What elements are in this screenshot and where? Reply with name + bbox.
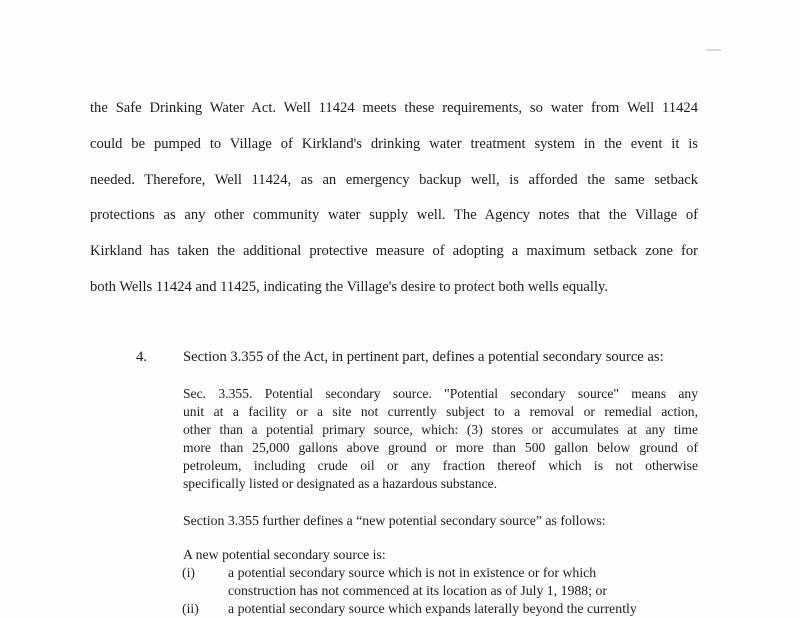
sub-item-line: a potential secondary source which is not in existence or for which bbox=[228, 565, 597, 580]
new-source-intro: A new potential secondary source is: bbox=[183, 547, 386, 562]
paragraph-line: protections as any other community water supply well. The Agency notes that the Village of bbox=[90, 207, 698, 223]
quote-line: more than 25,000 gallons above ground or more than 500 gallon below ground of bbox=[183, 440, 698, 455]
item-heading: Section 3.355 of the Act, in pertinent part, defines a potential secondary source as: bbox=[183, 349, 664, 365]
quote-line: specifically listed or designated as a hazardous substance. bbox=[183, 476, 498, 491]
paragraph-line: could be pumped to Village of Kirkland's drinking water treatment system in the event it is bbox=[90, 136, 698, 152]
quote-line: Sec. 3.355. Potential secondary source. "Potential secondary source" means any bbox=[183, 386, 698, 401]
paragraph-line: both Wells 11424 and 11425, indicating the Village's desire to protect both wells equally. bbox=[90, 279, 609, 295]
sub-item-line: a potential secondary source which expands laterally beyond the currently bbox=[228, 601, 637, 616]
sub-item-number: (ii) bbox=[182, 601, 199, 616]
quote-line: petroleum, including crude oil or any fraction thereof which is not otherwise bbox=[183, 458, 698, 473]
sub-item-line: construction has not commenced at its location as of July 1, 1988; or bbox=[228, 583, 607, 598]
paragraph-line: the Safe Drinking Water Act. Well 11424 meets these requirements, so water from Well 11424 bbox=[90, 100, 698, 116]
quote-line: unit at a facility or a site not currently subject to a removal or remedial action, bbox=[183, 404, 698, 419]
further-definition-text: Section 3.355 further defines a “new potential secondary source” as follows: bbox=[183, 513, 606, 528]
sub-item-number: (i) bbox=[182, 565, 196, 580]
item-number: 4. bbox=[136, 349, 147, 365]
scan-artifact-mark bbox=[706, 49, 721, 51]
paragraph-line: needed. Therefore, Well 11424, as an emergency backup well, is afforded the same setback bbox=[90, 172, 698, 188]
paragraph-line: Kirkland has taken the additional protective measure of adopting a maximum setback zone for bbox=[90, 243, 698, 259]
quote-line: other than a potential primary source, which: (3) stores or accumulates at any time bbox=[183, 422, 698, 437]
